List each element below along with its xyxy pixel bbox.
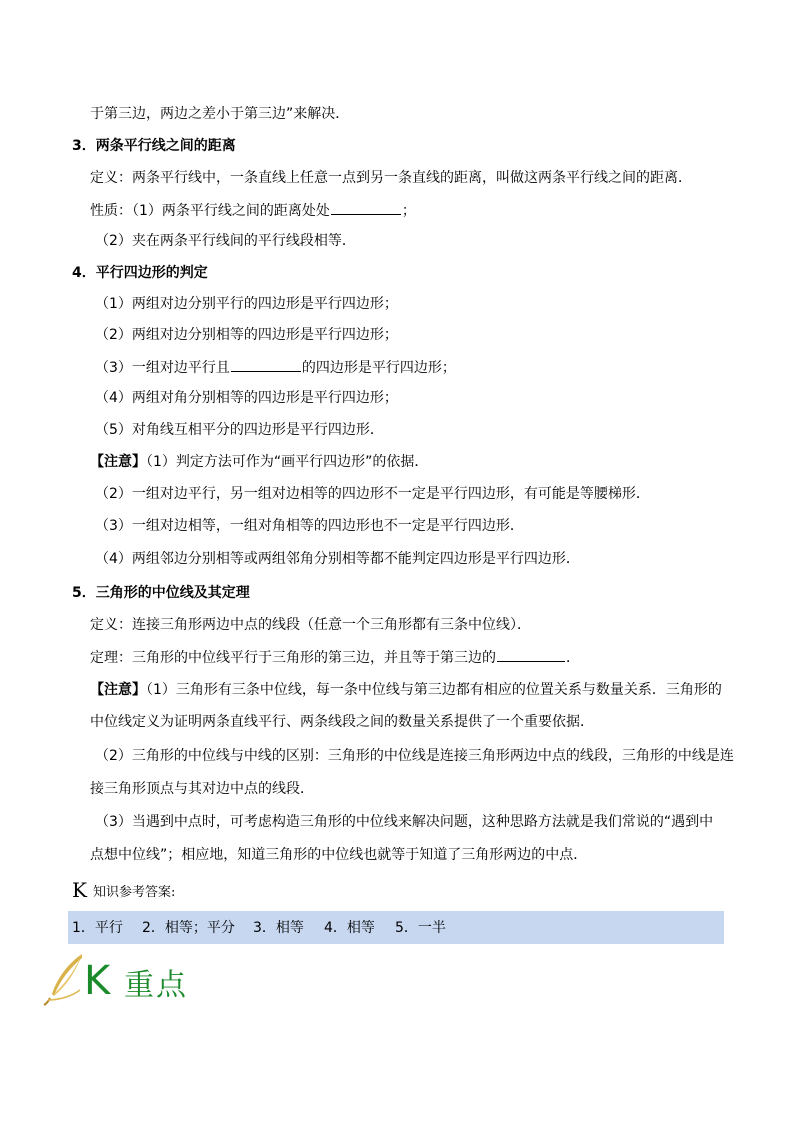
answer-blank bbox=[497, 647, 565, 662]
note-line bbox=[90, 452, 428, 472]
note-line: （3）一组对边相等，一组对角相等的四边形也不一定是平行四边形． bbox=[95, 518, 524, 534]
property-text-end: ； bbox=[401, 203, 416, 219]
criterion-text: （3）一组对边平行且 bbox=[95, 360, 230, 376]
answers-bar bbox=[68, 911, 724, 944]
criterion-line: （2）两组对边分别相等的四边形是平行四边形； bbox=[95, 327, 398, 343]
criterion-text-end: 的四边形是平行四边形； bbox=[301, 360, 456, 376]
answer-item: 3．相等 bbox=[253, 920, 304, 936]
criterion-line bbox=[95, 357, 456, 378]
criterion-line: （4）两组对角分别相等的四边形是平行四边形； bbox=[95, 390, 398, 406]
logo-text: 重点 bbox=[124, 968, 188, 1003]
answer-blank bbox=[331, 200, 401, 215]
note-line: （3）当遇到中点时，可考虑构造三角形的中位线来解决问题，这种思路方法就是我们常说的“遇到中 bbox=[95, 814, 714, 830]
section-heading-4: 4．平行四边形的判定 bbox=[72, 265, 208, 281]
note-line bbox=[90, 680, 722, 700]
criterion-line: （1）两组对边分别平行的四边形是平行四边形； bbox=[95, 296, 398, 312]
note-line: （2）一组对边平行，另一组对边相等的四边形不一定是平行四边形，有可能是等腰梯形． bbox=[95, 486, 650, 502]
section-heading-5: 5．三角形的中位线及其定理 bbox=[72, 585, 250, 601]
answer-item: 1．平行 bbox=[72, 920, 123, 936]
note-line: 点想中位线”；相应地，知道三角形的中位线也就等于知道了三角形两边的中点． bbox=[90, 847, 588, 863]
property-line bbox=[90, 200, 416, 221]
theorem-text-end: ． bbox=[566, 650, 580, 666]
definition-line: 定义：两条平行线中，一条直线上任意一点到另一条直线的距离，叫做这两条平行线之间的距离． bbox=[90, 170, 692, 186]
section-heading-3: 3．两条平行线之间的距离 bbox=[72, 138, 236, 154]
k-icon: K bbox=[72, 878, 87, 902]
property-text: 性质：（1）两条平行线之间的距离处处 bbox=[90, 203, 330, 219]
answer-item: 5．一半 bbox=[395, 920, 446, 936]
logo-letter: K bbox=[84, 958, 111, 1004]
criterion-line: （5）对角线互相平分的四边形是平行四边形． bbox=[95, 422, 384, 438]
note-line: 接三角形顶点与其对边中点的线段． bbox=[90, 781, 314, 797]
answer-item: 4．相等 bbox=[324, 920, 375, 936]
answer-blank bbox=[231, 357, 301, 372]
definition-line: 定义：连接三角形两边中点的线段（任意一个三角形都有三条中位线）． bbox=[90, 617, 531, 633]
note-label: 【注意】 bbox=[90, 682, 146, 698]
paragraph-line: 于第三边，两边之差小于第三边”来解决． bbox=[90, 106, 350, 122]
note-line: （4）两组邻边分别相等或两组邻角分别相等都不能判定四边形是平行四边形． bbox=[95, 551, 580, 567]
answer-item: 2．相等；平分 bbox=[142, 920, 235, 936]
note-text: （1）判定方法可作为“画平行四边形”的依据． bbox=[146, 454, 429, 470]
note-label: 【注意】 bbox=[90, 454, 146, 470]
answers-title: 知识参考答案: bbox=[93, 885, 176, 900]
note-text: （1）三角形有三条中位线，每一条中位线与第三边都有相应的位置关系与数量关系．三角形的 bbox=[146, 682, 722, 698]
theorem-line bbox=[90, 647, 580, 668]
note-line: （2）三角形的中位线与中线的区别：三角形的中位线是连接三角形两边中点的线段，三角形的中线是连 bbox=[95, 748, 734, 764]
theorem-text: 定理：三角形的中位线平行于三角形的第三边，并且等于第三边的 bbox=[90, 650, 496, 666]
note-line: 中位线定义为证明两条直线平行、两条线段之间的数量关系提供了一个重要依据． bbox=[90, 714, 594, 730]
property-line-2: （2）夹在两条平行线间的平行线段相等． bbox=[95, 233, 356, 249]
